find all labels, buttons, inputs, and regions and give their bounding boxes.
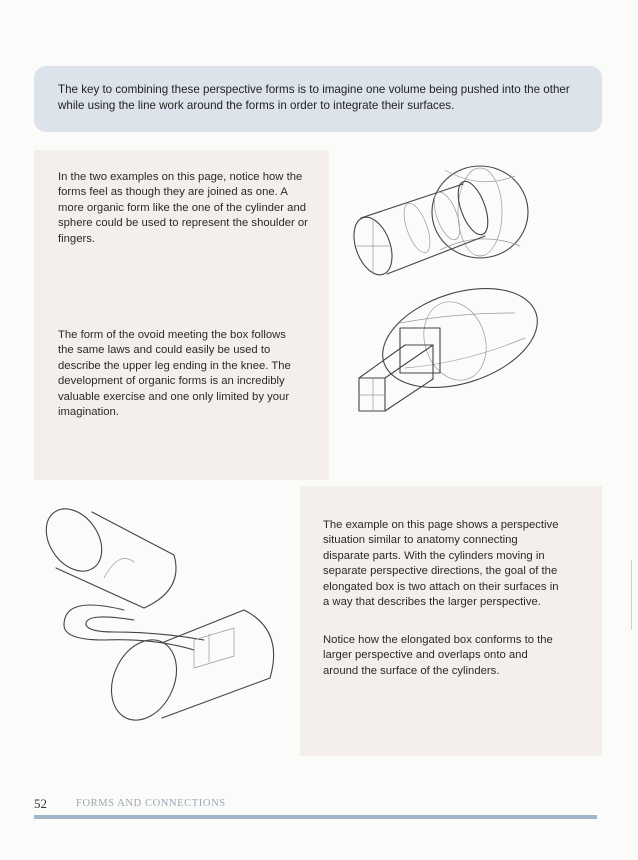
callout-text: The key to combining these perspective forms is to imagine one volume being pushed into the other while using the line work around the forms in order to integrate their surfaces. [58,83,570,112]
section-title: FORMS AND CONNECTIONS [76,798,226,809]
cylinders-connector-drawing [34,500,304,730]
page-number: 52 [34,796,47,811]
footer-rule [34,815,597,819]
callout-box [34,66,602,132]
paragraph-ovoid-box: The form of the ovoid meeting the box follows the same laws and could easily be used to describe the upper leg ending in the knee. The development of organic forms is an incredibly valuable exercise and one only limited by your imagination. [58,329,291,419]
box-ovoid-drawing [345,283,545,433]
paragraph-elongated-box: The example on this page shows a perspective situation similar to anatomy connecting disparate parts. With the cylinders moving in separate perspective directions, the goal of the elongated box is two attach on their surfaces in a way that describes the larger perspective. [323,519,559,609]
paragraph-box-conforms: Notice how the elongated box conforms to the larger perspective and overlaps onto and around the surface of the cylinders. [323,634,553,677]
paragraph-cylinder-sphere: In the two examples on this page, notice how the forms feel as though they are joined as one. A more organic form like the one of the cylinder and sphere could be used to represent the shoulder or fingers. [58,171,308,245]
cylinder-sphere-drawing [345,150,545,290]
page-edge-mark [631,560,638,630]
